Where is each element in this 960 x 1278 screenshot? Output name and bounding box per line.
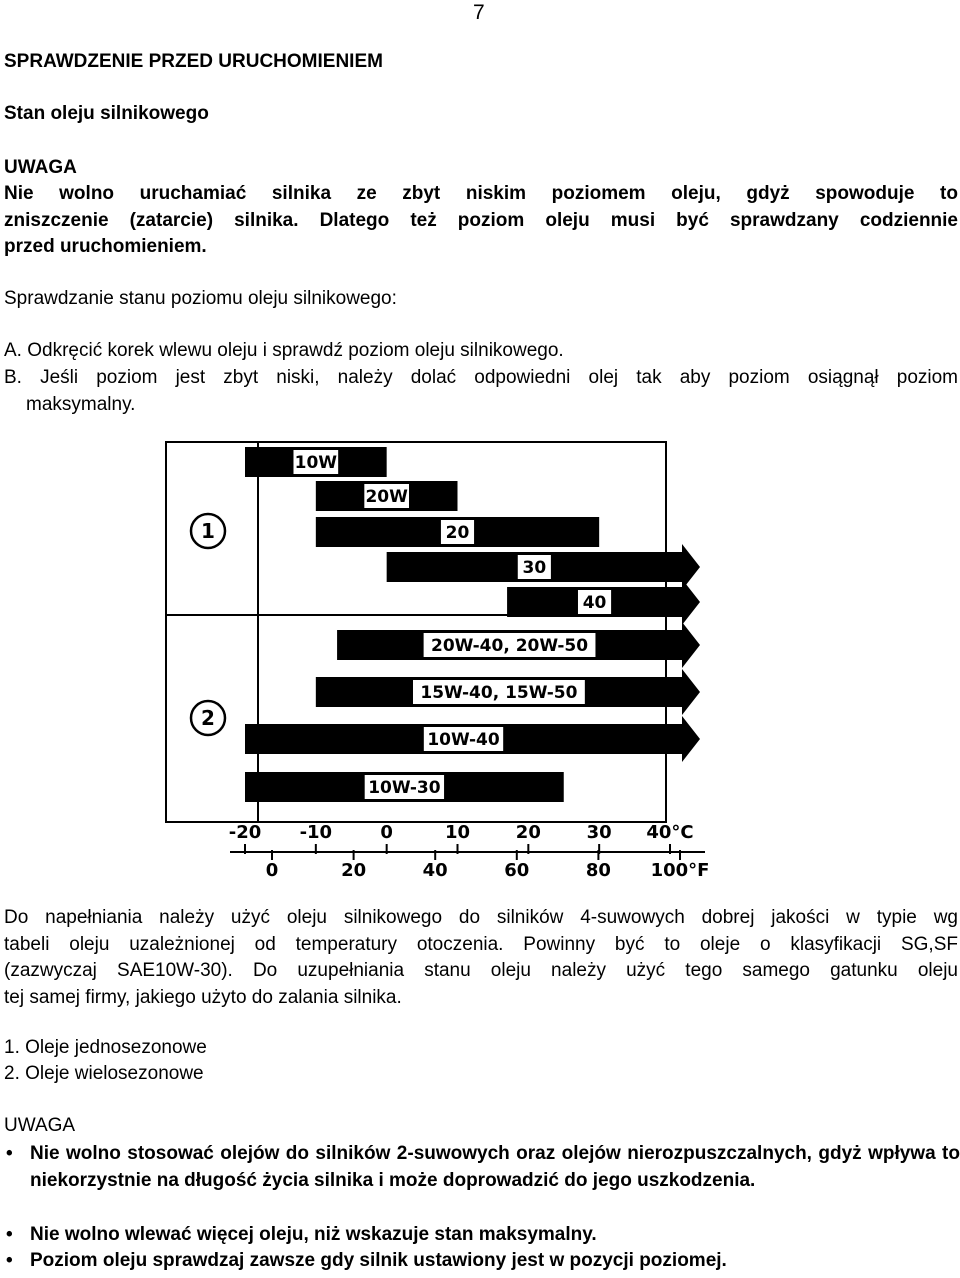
warning-heading-2: UWAGA bbox=[4, 1115, 76, 1136]
bullet-icon: • bbox=[6, 1250, 13, 1271]
warning-bullet bbox=[4, 1141, 960, 1194]
warning-line: przed uruchomieniem. bbox=[4, 236, 207, 257]
fahrenheit-tick-label: 20 bbox=[341, 860, 367, 881]
warning-text bbox=[4, 181, 958, 261]
fahrenheit-tick-label: 80 bbox=[585, 860, 611, 881]
bullet-text: Nie wolno wlewać więcej oleju, niż wskazuje stan maksymalny. bbox=[30, 1224, 597, 1245]
procedure-step-a: A. Odkręcić korek wlewu oleju i sprawdź poziom oleju silnikowego. bbox=[4, 340, 564, 361]
fahrenheit-tick-label: 60 bbox=[504, 860, 530, 881]
celsius-tick-label: -10 bbox=[299, 822, 333, 843]
bar-label: 30 bbox=[522, 558, 547, 578]
page-title: SPRAWDZENIE PRZED URUCHOMIENIEM bbox=[4, 51, 383, 72]
bullet-icon: • bbox=[6, 1224, 13, 1245]
celsius-tick-label: 10 bbox=[444, 822, 471, 843]
bullet-text: Nie wolno stosować olejów do silników 2-suwowych oraz olejów nierozpuszczalnych, gdyż wpływa to niekorzystnie na długość życia silnika i może doprowadzić do jego uszkodzenia. bbox=[30, 1143, 960, 1191]
fahrenheit-tick-label: 40 bbox=[422, 860, 448, 881]
bar-label: 10W-40 bbox=[427, 730, 500, 750]
step-b-line: B. Jeśli poziom jest zbyt niski, należy dolać odpowiedni olej tak aby poziom osiągnął poziom bbox=[4, 367, 958, 388]
bar-label: 20W-40, 20W-50 bbox=[430, 636, 589, 656]
page-number: 7 bbox=[473, 1, 485, 24]
description-line: tej samej firmy, jakiego użyto do zalania silnika. bbox=[4, 986, 402, 1008]
celsius-tick-label: 0 bbox=[380, 822, 393, 843]
group-label: 1 bbox=[201, 519, 215, 543]
celsius-tick-label: 40°C bbox=[646, 822, 694, 843]
celsius-tick-label: 30 bbox=[586, 822, 612, 843]
warning-bullet bbox=[4, 1248, 960, 1275]
bar-label: 10W-30 bbox=[368, 778, 441, 798]
description-line: Do napełniania należy użyć oleju silnikowego do silników 4-suwowych dobrej jakości w typie wg bbox=[4, 907, 958, 928]
bullet-text: Poziom oleju sprawdzaj zawsze gdy silnik ustawiony jest w pozycji poziomej. bbox=[30, 1250, 727, 1271]
section-subtitle: Stan oleju silnikowego bbox=[4, 103, 209, 124]
procedure-intro: Sprawdzanie stanu poziomu oleju silnikowego: bbox=[4, 288, 397, 309]
bar-label: 15W-40, 15W-50 bbox=[420, 683, 578, 703]
bar-label: 10W bbox=[294, 453, 338, 473]
bar-label: 20 bbox=[445, 523, 470, 543]
fahrenheit-tick-label: 100°F bbox=[650, 860, 710, 881]
group-label: 2 bbox=[201, 706, 215, 730]
step-b-line: maksymalny. bbox=[26, 393, 136, 415]
bar-label: 40 bbox=[582, 593, 607, 613]
celsius-tick-label: -20 bbox=[228, 822, 262, 843]
procedure-step-b bbox=[4, 365, 958, 418]
description-line: (zazwyczaj SAE10W-30). Do uzupełniania stanu oleju należy użyć tego samego gatunku oleju bbox=[4, 960, 958, 981]
bullet-icon: • bbox=[6, 1143, 13, 1164]
description-text bbox=[4, 905, 958, 1011]
warning-bullet bbox=[4, 1222, 960, 1249]
oil-viscosity-chart bbox=[0, 430, 960, 890]
bar-label: 20W bbox=[365, 487, 408, 507]
warning-line: zniszczenie (zatarcie) silnika. Dlatego też poziom oleju musi być sprawdzany codziennie bbox=[4, 209, 958, 231]
warning-heading: UWAGA bbox=[4, 157, 77, 178]
warning-line: Nie wolno uruchamiać silnika ze zbyt niskim poziomem oleju, gdyż spowoduje to bbox=[4, 183, 958, 204]
legend-item-1: 1. Oleje jednosezonowe bbox=[4, 1037, 207, 1058]
fahrenheit-tick-label: 0 bbox=[265, 860, 279, 881]
celsius-tick-label: 20 bbox=[515, 822, 541, 843]
legend-item-2: 2. Oleje wielosezonowe bbox=[4, 1063, 204, 1084]
description-line: tabeli oleju uzależnionej od temperatury otoczenia. Powinny być to oleje o klasyfikacji SG,SF bbox=[4, 933, 958, 955]
